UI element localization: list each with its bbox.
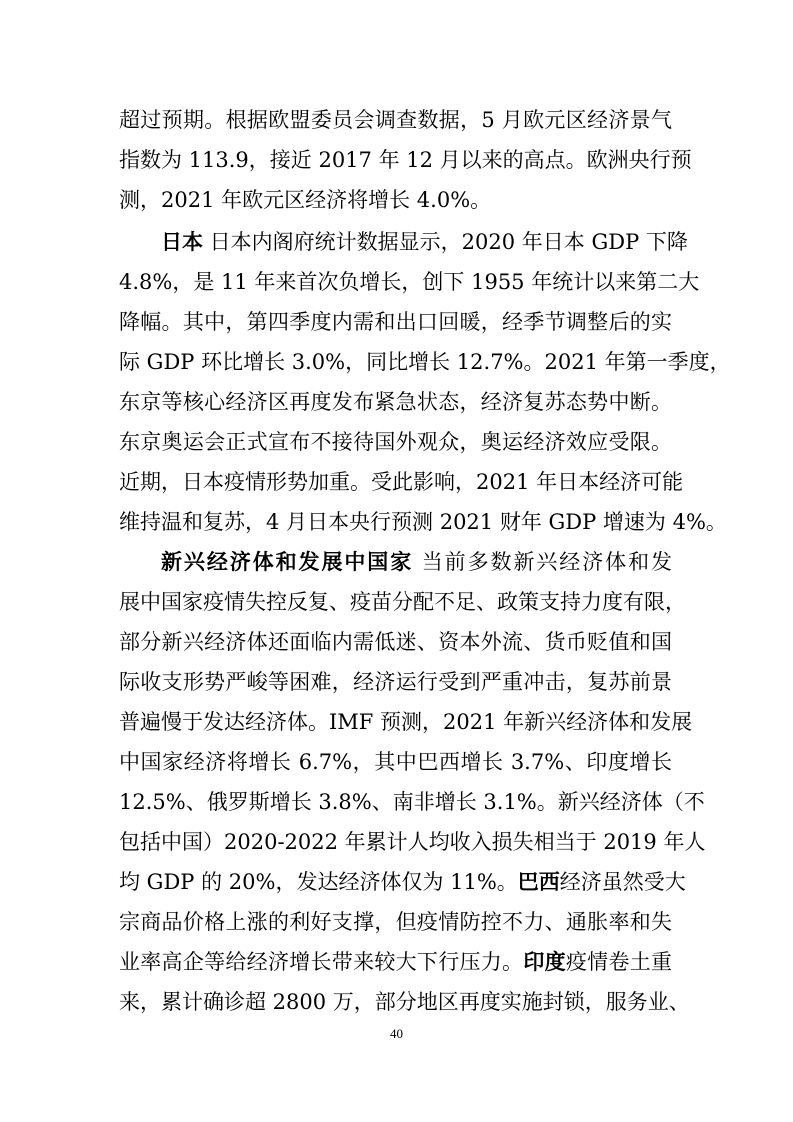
text-line: 普遍慢于发达经济体。IMF 预测，2021 年新兴经济体和发展: [119, 710, 693, 734]
text-line: 展中国家疫情失控反复、疫苗分配不足、政策支持力度有限，: [119, 590, 686, 614]
text-span: 业率高企等给经济增长带来较大下行压力。: [119, 950, 524, 974]
text-line: 包括中国）2020-2022 年累计人均收入损失相当于 2019 年人: [119, 830, 706, 854]
text-line: 宗商品价格上涨的利好支撑，但疫情防控不力、通胀率和失: [119, 910, 672, 934]
text-line: 12.5%、俄罗斯增长 3.8%、南非增长 3.1%。新兴经济体（不: [119, 790, 705, 814]
text-line: 维持温和复苏，4 月日本央行预测 2021 财年 GDP 增速为 4%。: [119, 510, 727, 534]
text-line: 东京奥运会正式宣布不接待国外观众，奥运经济效应受限。: [119, 430, 672, 454]
page-number: 40: [390, 1026, 403, 1041]
text-span: 日本内阁府统计数据显示，2020 年日本 GDP 下降: [203, 230, 688, 254]
text-line: 4.8%，是 11 年来首次负增长，创下 1955 年统计以来第二大: [119, 270, 700, 294]
text-line: 降幅。其中，第四季度内需和出口回暖，经季节调整后的实: [119, 310, 672, 334]
text-line: 测，2021 年欧元区经济将增长 4.0%。: [119, 188, 492, 212]
text-line: 来，累计确诊超 2800 万，部分地区再度实施封锁，服务业、: [119, 990, 690, 1014]
text-line: 东京等核心经济区再度发布紧急状态，经济复苏态势中断。: [119, 390, 672, 414]
section-heading-japan: 日本: [161, 230, 203, 254]
text-span: 疫情卷土重: [565, 950, 673, 974]
text-line: [161, 222, 688, 262]
text-line: 中国家经济将增长 6.7%，其中巴西增长 3.7%、印度增长: [119, 750, 672, 774]
text-line: 近期，日本疫情形势加重。受此影响，2021 年日本经济可能: [119, 470, 684, 494]
section-heading-emerging-economies: 新兴经济体和发展中国家: [161, 550, 414, 574]
keyword-india: 印度: [523, 950, 566, 974]
text-line: [119, 942, 672, 982]
text-line: 部分新兴经济体还面临内需低迷、资本外流、货币贬值和国: [119, 630, 672, 654]
text-span: 当前多数新兴经济体和发: [413, 550, 672, 574]
text-line: [161, 542, 672, 582]
text-line: 际 GDP 环比增长 3.0%，同比增长 12.7%。2021 年第一季度，: [119, 350, 731, 374]
text-span: 均 GDP 的 20%，发达经济体仅为 11%。: [119, 870, 518, 894]
text-line: 指数为 113.9，接近 2017 年 12 月以来的高点。欧洲央行预: [119, 148, 692, 172]
text-line: 际收支形势严峻等困难，经济运行受到严重冲击，复苏前景: [119, 670, 672, 694]
text-line: [119, 862, 686, 902]
keyword-brazil: 巴西: [517, 870, 560, 894]
text-span: 经济虽然受大: [559, 870, 686, 894]
text-line: 超过预期。根据欧盟委员会调查数据，5 月欧元区经济景气: [119, 108, 672, 132]
